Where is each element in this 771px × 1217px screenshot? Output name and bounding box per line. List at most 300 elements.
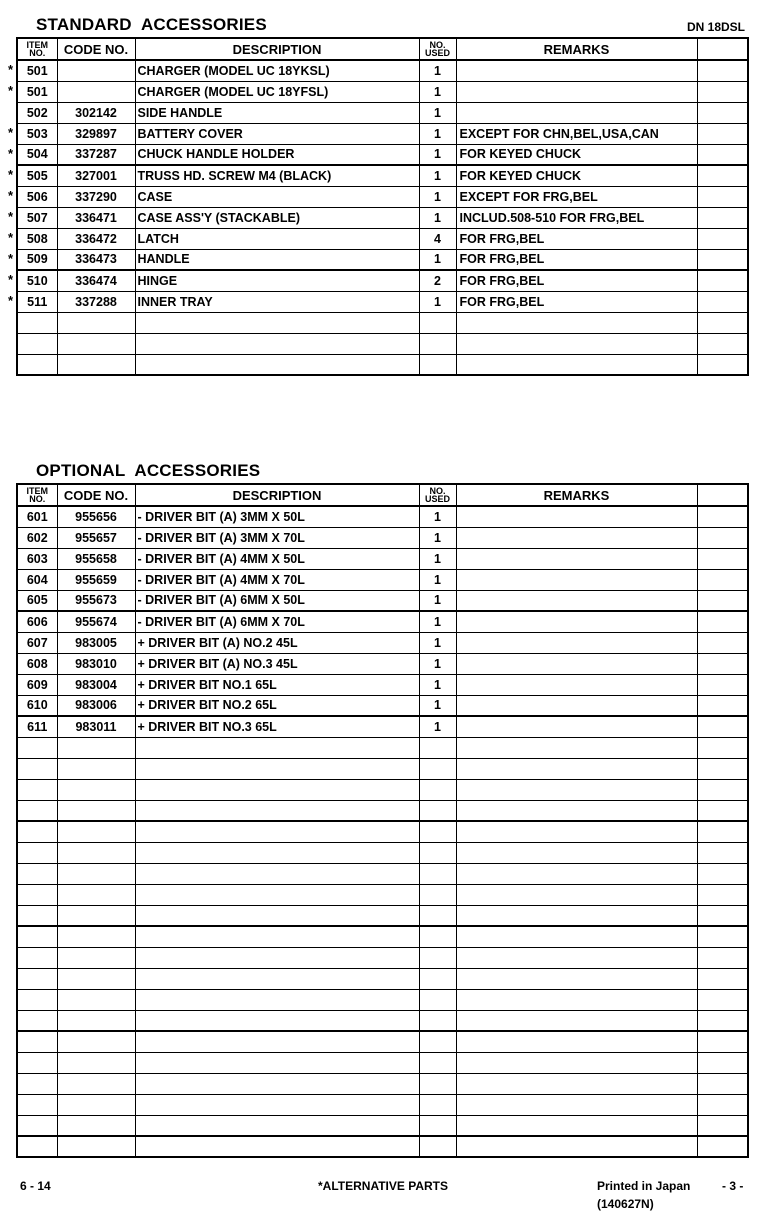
code-no-cell xyxy=(57,968,135,989)
no-used-cell xyxy=(419,1115,456,1136)
no-used-cell xyxy=(419,270,456,291)
optional-accessories-title: OPTIONAL ACCESSORIES xyxy=(36,461,261,480)
code-no-cell xyxy=(57,821,135,842)
blank-cell xyxy=(697,186,748,207)
code-no-cell xyxy=(57,842,135,863)
remarks-cell xyxy=(456,905,697,926)
header-code-no: CODE NO. xyxy=(57,38,135,60)
blank-cell xyxy=(697,611,748,632)
description-cell xyxy=(135,81,419,102)
code-no-cell xyxy=(57,207,135,228)
item-no-cell-text: 504 xyxy=(26,147,48,162)
item-no-cell xyxy=(17,207,57,228)
no-used-cell xyxy=(419,81,456,102)
table-row xyxy=(17,758,748,779)
description-cell xyxy=(135,1010,419,1031)
item-no-cell xyxy=(17,1052,57,1073)
code-no-cell xyxy=(57,1094,135,1115)
code-no-cell-text: 955659 xyxy=(75,572,117,587)
item-no-cell-text: 607 xyxy=(26,635,48,650)
no-used-cell xyxy=(419,695,456,716)
description-cell xyxy=(135,569,419,590)
description-cell xyxy=(135,123,419,144)
blank-cell xyxy=(697,716,748,737)
header-item-line2: NO. xyxy=(29,494,46,504)
code-no-cell-text: 329897 xyxy=(75,126,117,141)
no-used-cell-text: 1 xyxy=(434,294,441,309)
item-no-cell xyxy=(17,60,57,81)
code-no-cell xyxy=(57,611,135,632)
optional-accessories-table xyxy=(16,483,749,1158)
remarks-cell xyxy=(456,228,697,249)
code-no-cell xyxy=(57,333,135,354)
code-no-cell-text: 337290 xyxy=(75,189,117,204)
no-used-cell xyxy=(419,737,456,758)
no-used-cell-text: 1 xyxy=(434,84,441,99)
description-cell-text: - DRIVER BIT (A) 6MM X 70L xyxy=(137,614,305,629)
code-no-cell-text: 983004 xyxy=(75,677,117,692)
no-used-cell xyxy=(419,653,456,674)
item-no-cell xyxy=(17,1031,57,1052)
code-no-cell-text: 336471 xyxy=(75,210,117,225)
remarks-cell-text: FOR FRG,BEL xyxy=(459,294,545,309)
remarks-cell xyxy=(456,207,697,228)
remarks-cell xyxy=(456,270,697,291)
code-no-cell xyxy=(57,590,135,611)
remarks-cell xyxy=(456,737,697,758)
item-no-cell xyxy=(17,737,57,758)
remarks-cell xyxy=(456,842,697,863)
description-cell-text: - DRIVER BIT (A) 4MM X 50L xyxy=(137,551,305,566)
alternative-part-marker: * xyxy=(8,167,14,182)
item-no-cell xyxy=(17,354,57,375)
no-used-cell xyxy=(419,821,456,842)
no-used-cell-text: 1 xyxy=(434,147,441,162)
item-no-cell xyxy=(17,821,57,842)
description-cell-text: HANDLE xyxy=(137,252,190,267)
header-remarks: REMARKS xyxy=(456,38,697,60)
code-no-cell xyxy=(57,60,135,81)
header-used-line2: USED xyxy=(424,48,450,58)
item-no-cell xyxy=(17,1094,57,1115)
description-cell-text: CASE ASS'Y (STACKABLE) xyxy=(137,210,300,225)
blank-cell xyxy=(697,947,748,968)
code-no-cell xyxy=(57,102,135,123)
no-used-cell xyxy=(419,548,456,569)
description-cell-text: HINGE xyxy=(137,273,178,288)
remarks-cell xyxy=(456,102,697,123)
code-no-cell-text: 336472 xyxy=(75,231,117,246)
blank-cell xyxy=(697,695,748,716)
header-no-used xyxy=(419,484,456,506)
item-no-cell xyxy=(17,228,57,249)
remarks-cell xyxy=(456,1010,697,1031)
code-no-cell xyxy=(57,1031,135,1052)
description-cell xyxy=(135,1136,419,1157)
remarks-cell xyxy=(456,1073,697,1094)
item-no-cell-text: 610 xyxy=(26,698,48,713)
optional-table-body xyxy=(17,506,748,1157)
item-no-cell xyxy=(17,312,57,333)
code-no-cell-text: 983011 xyxy=(75,719,117,734)
code-no-cell-text: 983005 xyxy=(75,635,117,650)
code-no-cell xyxy=(57,989,135,1010)
no-used-cell xyxy=(419,590,456,611)
no-used-cell xyxy=(419,905,456,926)
description-cell xyxy=(135,1052,419,1073)
blank-cell xyxy=(697,102,748,123)
table-row xyxy=(17,165,748,186)
table-row xyxy=(17,144,748,165)
code-no-cell xyxy=(57,737,135,758)
item-no-cell-text: 503 xyxy=(26,126,48,141)
description-cell-text: - DRIVER BIT (A) 3MM X 70L xyxy=(137,530,305,545)
print-code: (140627N) xyxy=(597,1197,654,1211)
code-no-cell xyxy=(57,354,135,375)
remarks-cell xyxy=(456,333,697,354)
item-no-cell-text: 608 xyxy=(26,656,48,671)
header-code-no: CODE NO. xyxy=(57,484,135,506)
printed-in-japan: Printed in Japan xyxy=(597,1179,691,1193)
no-used-cell-text: 1 xyxy=(434,719,441,734)
alternative-part-marker: * xyxy=(8,125,14,140)
item-no-cell xyxy=(17,270,57,291)
item-no-cell xyxy=(17,1115,57,1136)
no-used-cell xyxy=(419,102,456,123)
code-no-cell xyxy=(57,947,135,968)
item-no-cell xyxy=(17,926,57,947)
item-no-cell xyxy=(17,905,57,926)
item-no-cell xyxy=(17,1136,57,1157)
header-used-line1: NO. xyxy=(429,40,446,50)
table-row xyxy=(17,800,748,821)
code-no-cell xyxy=(57,1010,135,1031)
table-row xyxy=(17,60,748,81)
remarks-cell-text: INCLUD.508-510 FOR FRG,BEL xyxy=(459,210,645,225)
blank-cell xyxy=(697,569,748,590)
header-item-no xyxy=(17,38,57,60)
description-cell xyxy=(135,1031,419,1052)
item-no-cell xyxy=(17,968,57,989)
remarks-cell xyxy=(456,165,697,186)
item-no-cell xyxy=(17,842,57,863)
item-no-cell xyxy=(17,527,57,548)
no-used-cell xyxy=(419,926,456,947)
header-description: DESCRIPTION xyxy=(135,484,419,506)
item-no-cell xyxy=(17,506,57,527)
code-no-cell-text: 983010 xyxy=(75,656,117,671)
remarks-cell xyxy=(456,947,697,968)
blank-cell xyxy=(697,270,748,291)
alternative-parts-note: *ALTERNATIVE PARTS xyxy=(318,1179,449,1193)
description-cell xyxy=(135,102,419,123)
no-used-cell xyxy=(419,779,456,800)
no-used-cell xyxy=(419,527,456,548)
description-cell xyxy=(135,653,419,674)
remarks-cell xyxy=(456,548,697,569)
item-no-cell xyxy=(17,863,57,884)
no-used-cell xyxy=(419,1010,456,1031)
code-no-cell xyxy=(57,1073,135,1094)
remarks-cell xyxy=(456,611,697,632)
item-no-cell-text: 604 xyxy=(26,572,48,587)
description-cell-text: CHUCK HANDLE HOLDER xyxy=(137,147,295,162)
remarks-cell xyxy=(456,590,697,611)
alternative-part-marker: * xyxy=(8,83,14,98)
no-used-cell-text: 1 xyxy=(434,126,441,141)
table-row xyxy=(17,989,748,1010)
description-cell-text: TRUSS HD. SCREW M4 (BLACK) xyxy=(137,168,332,183)
remarks-cell xyxy=(456,1094,697,1115)
no-used-cell xyxy=(419,1031,456,1052)
item-no-cell-text: 511 xyxy=(27,294,48,309)
remarks-cell xyxy=(456,674,697,695)
description-cell xyxy=(135,695,419,716)
remarks-cell xyxy=(456,926,697,947)
remarks-cell-text: FOR KEYED CHUCK xyxy=(459,147,582,162)
description-cell xyxy=(135,821,419,842)
blank-cell xyxy=(697,249,748,270)
description-cell xyxy=(135,779,419,800)
table-row xyxy=(17,1010,748,1031)
no-used-cell xyxy=(419,1136,456,1157)
item-no-cell xyxy=(17,611,57,632)
item-no-cell xyxy=(17,144,57,165)
no-used-cell xyxy=(419,123,456,144)
alternative-part-marker: * xyxy=(8,146,14,161)
blank-cell xyxy=(697,291,748,312)
no-used-cell xyxy=(419,884,456,905)
remarks-cell xyxy=(456,695,697,716)
no-used-cell xyxy=(419,1052,456,1073)
item-no-cell-text: 505 xyxy=(26,168,48,183)
description-cell-text: + DRIVER BIT NO.1 65L xyxy=(137,677,277,692)
blank-cell xyxy=(697,228,748,249)
no-used-cell xyxy=(419,1094,456,1115)
item-no-cell xyxy=(17,569,57,590)
code-no-cell xyxy=(57,884,135,905)
alternative-part-marker: * xyxy=(8,293,14,308)
no-used-cell xyxy=(419,207,456,228)
alternative-part-marker: * xyxy=(8,62,14,77)
code-no-cell xyxy=(57,653,135,674)
table-row xyxy=(17,312,748,333)
standard-table-body xyxy=(17,60,748,375)
no-used-cell-text: 1 xyxy=(434,572,441,587)
no-used-cell-text: 1 xyxy=(434,105,441,120)
no-used-cell xyxy=(419,674,456,695)
code-no-cell xyxy=(57,1115,135,1136)
remarks-cell xyxy=(456,81,697,102)
code-no-cell-text: 336474 xyxy=(75,273,117,288)
table-row xyxy=(17,779,748,800)
no-used-cell xyxy=(419,249,456,270)
remarks-cell xyxy=(456,800,697,821)
item-no-cell xyxy=(17,947,57,968)
blank-cell xyxy=(697,1052,748,1073)
remarks-cell xyxy=(456,884,697,905)
table-row xyxy=(17,695,748,716)
description-cell xyxy=(135,947,419,968)
description-cell xyxy=(135,842,419,863)
table-row xyxy=(17,1031,748,1052)
page-number-left: 6 - 14 xyxy=(20,1179,51,1193)
no-used-cell xyxy=(419,1073,456,1094)
no-used-cell xyxy=(419,333,456,354)
no-used-cell xyxy=(419,506,456,527)
blank-cell xyxy=(697,842,748,863)
no-used-cell xyxy=(419,611,456,632)
item-no-cell xyxy=(17,779,57,800)
no-used-cell-text: 1 xyxy=(434,530,441,545)
code-no-cell-text: 955656 xyxy=(75,509,117,524)
item-no-cell-text: 602 xyxy=(26,530,48,545)
no-used-cell-text: 1 xyxy=(434,656,441,671)
no-used-cell-text: 1 xyxy=(434,252,441,267)
no-used-cell-text: 1 xyxy=(434,593,441,608)
table-row xyxy=(17,1052,748,1073)
description-cell xyxy=(135,1094,419,1115)
table-row xyxy=(17,863,748,884)
item-no-cell xyxy=(17,632,57,653)
code-no-cell-text: 336473 xyxy=(75,252,117,267)
remarks-cell xyxy=(456,1052,697,1073)
table-row xyxy=(17,569,748,590)
remarks-cell xyxy=(456,123,697,144)
code-no-cell xyxy=(57,81,135,102)
item-no-cell xyxy=(17,291,57,312)
remarks-cell xyxy=(456,779,697,800)
no-used-cell xyxy=(419,186,456,207)
no-used-cell xyxy=(419,968,456,989)
code-no-cell-text: 337288 xyxy=(75,294,117,309)
blank-cell xyxy=(697,779,748,800)
code-no-cell xyxy=(57,758,135,779)
blank-cell xyxy=(697,207,748,228)
remarks-cell xyxy=(456,632,697,653)
remarks-cell-text: EXCEPT FOR FRG,BEL xyxy=(459,189,598,204)
description-cell-text: INNER TRAY xyxy=(137,294,213,309)
standard-accessories-title: STANDARD ACCESSORIES xyxy=(36,15,267,34)
table-row xyxy=(17,674,748,695)
remarks-cell xyxy=(456,527,697,548)
blank-cell xyxy=(697,737,748,758)
description-cell xyxy=(135,270,419,291)
remarks-cell xyxy=(456,569,697,590)
description-cell xyxy=(135,207,419,228)
description-cell xyxy=(135,249,419,270)
table-row xyxy=(17,228,748,249)
item-no-cell xyxy=(17,81,57,102)
table-row xyxy=(17,333,748,354)
description-cell-text: + DRIVER BIT NO.2 65L xyxy=(137,698,277,713)
blank-cell xyxy=(697,165,748,186)
item-no-cell-text: 601 xyxy=(26,509,48,524)
code-no-cell-text: 302142 xyxy=(75,105,117,120)
table-row xyxy=(17,653,748,674)
blank-cell xyxy=(697,926,748,947)
description-cell xyxy=(135,186,419,207)
item-no-cell xyxy=(17,695,57,716)
item-no-cell xyxy=(17,1073,57,1094)
table-row xyxy=(17,821,748,842)
code-no-cell xyxy=(57,905,135,926)
table-row xyxy=(17,905,748,926)
description-cell xyxy=(135,228,419,249)
remarks-cell-text: FOR FRG,BEL xyxy=(459,231,545,246)
remarks-cell xyxy=(456,653,697,674)
table-row xyxy=(17,1136,748,1157)
header-used-line2: USED xyxy=(424,494,450,504)
description-cell xyxy=(135,60,419,81)
description-cell xyxy=(135,291,419,312)
no-used-cell xyxy=(419,947,456,968)
blank-cell xyxy=(697,590,748,611)
remarks-cell xyxy=(456,863,697,884)
header-item-line1: ITEM xyxy=(26,40,48,50)
no-used-cell xyxy=(419,354,456,375)
table-row xyxy=(17,737,748,758)
item-no-cell xyxy=(17,165,57,186)
code-no-cell xyxy=(57,863,135,884)
item-no-cell xyxy=(17,884,57,905)
remarks-cell xyxy=(456,354,697,375)
table-row xyxy=(17,884,748,905)
code-no-cell xyxy=(57,144,135,165)
item-no-cell xyxy=(17,123,57,144)
code-no-cell-text: 327001 xyxy=(75,168,117,183)
table-header-row xyxy=(17,38,748,60)
table-row xyxy=(17,926,748,947)
remarks-cell-text: FOR FRG,BEL xyxy=(459,252,545,267)
table-row xyxy=(17,354,748,375)
table-row xyxy=(17,716,748,737)
description-cell xyxy=(135,312,419,333)
item-no-cell-text: 603 xyxy=(26,551,48,566)
item-no-cell xyxy=(17,653,57,674)
header-item-no xyxy=(17,484,57,506)
model-number: DN 18DSL xyxy=(686,20,745,34)
item-no-cell xyxy=(17,249,57,270)
item-no-cell-text: 509 xyxy=(26,252,48,267)
description-cell xyxy=(135,165,419,186)
remarks-cell xyxy=(456,1136,697,1157)
table-row xyxy=(17,506,748,527)
description-cell-text: + DRIVER BIT (A) NO.2 45L xyxy=(137,635,298,650)
description-cell-text: SIDE HANDLE xyxy=(137,105,223,120)
blank-cell xyxy=(697,354,748,375)
code-no-cell xyxy=(57,165,135,186)
item-no-cell xyxy=(17,102,57,123)
blank-cell xyxy=(697,1073,748,1094)
code-no-cell xyxy=(57,249,135,270)
remarks-cell xyxy=(456,291,697,312)
remarks-cell xyxy=(456,716,697,737)
blank-cell xyxy=(697,312,748,333)
table-row xyxy=(17,1115,748,1136)
item-no-cell xyxy=(17,716,57,737)
blank-cell xyxy=(697,1136,748,1157)
description-cell-text: LATCH xyxy=(137,231,179,246)
item-no-cell xyxy=(17,674,57,695)
alternative-part-marker: * xyxy=(8,251,14,266)
blank-cell xyxy=(697,758,748,779)
header-remarks: REMARKS xyxy=(456,484,697,506)
remarks-cell-text: FOR KEYED CHUCK xyxy=(459,168,582,183)
no-used-cell xyxy=(419,863,456,884)
blank-cell xyxy=(697,863,748,884)
code-no-cell xyxy=(57,800,135,821)
